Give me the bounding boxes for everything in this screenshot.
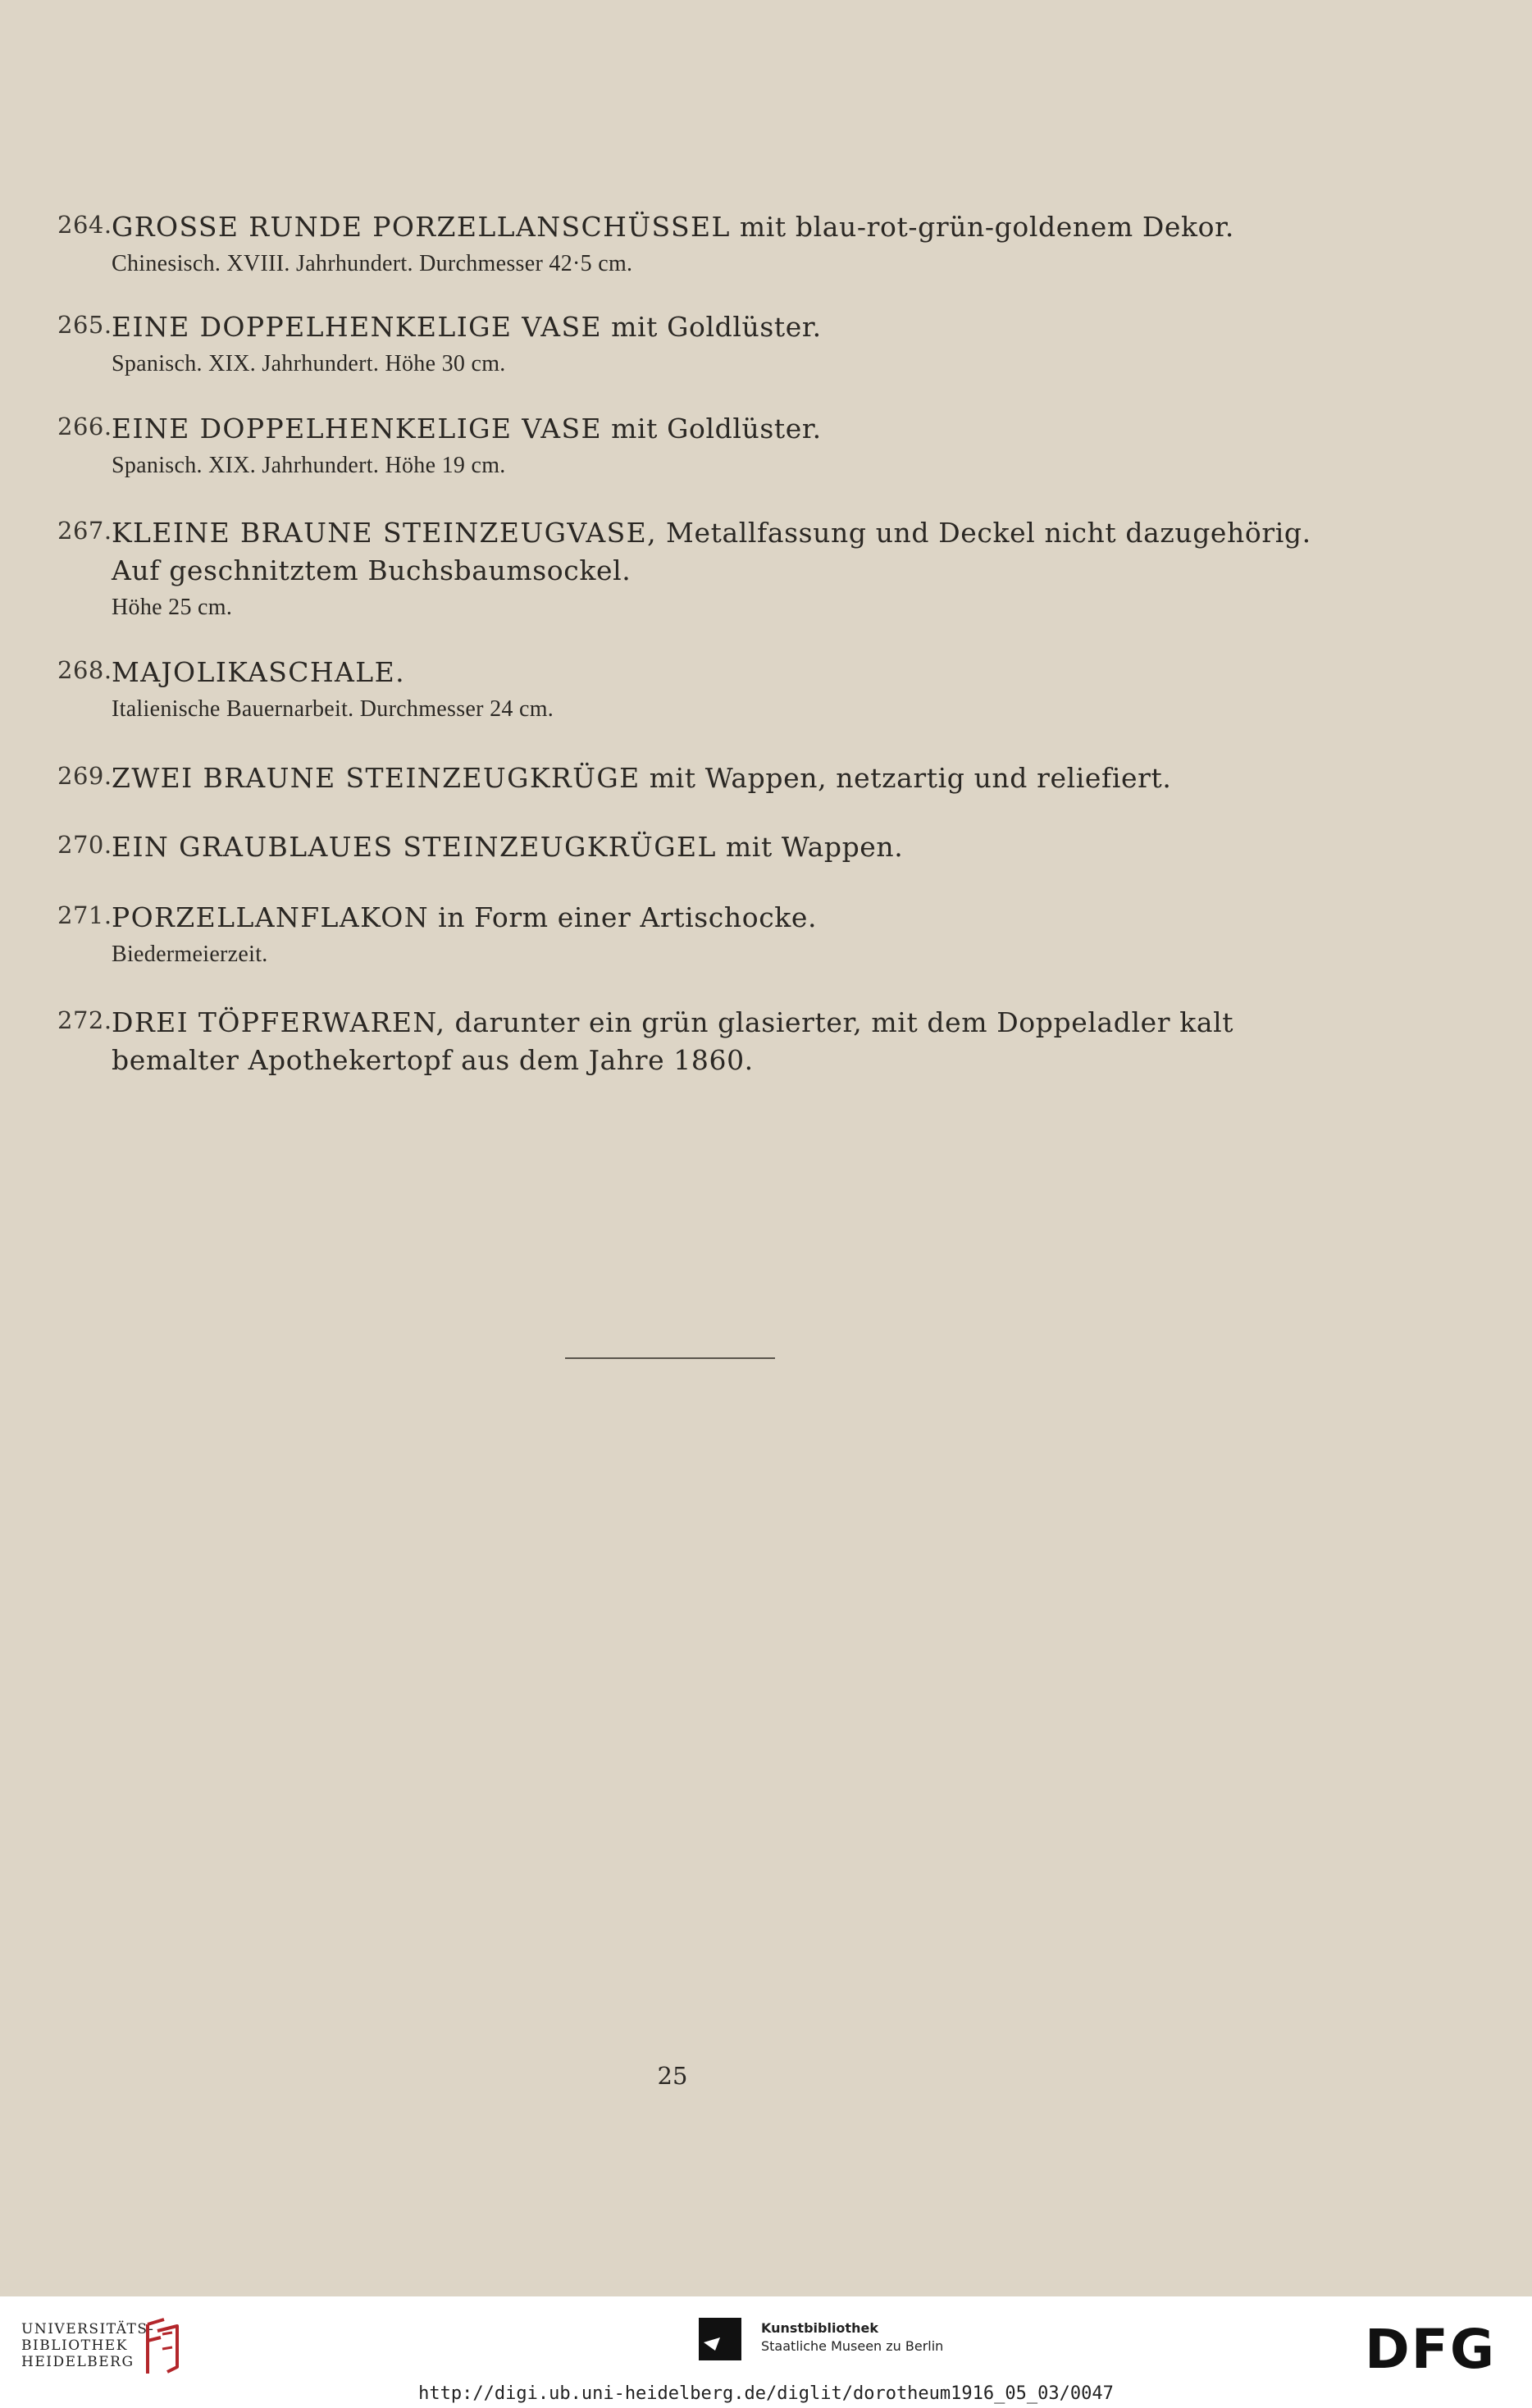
entry-description: Höhe 25 cm. xyxy=(112,595,233,620)
entry-description: Biedermeierzeit. xyxy=(112,942,268,967)
footer-bar xyxy=(0,2296,1532,2408)
entry-title-caps: ZWEI BRAUNE STEINZEUGKRÜGE xyxy=(112,762,641,794)
entry-title-caps: GROSSE RUNDE PORZELLANSCHÜSSEL xyxy=(112,211,731,243)
kunstbibliothek-subtitle: Staatliche Museen zu Berlin xyxy=(761,2338,944,2354)
entry-title-caps: PORZELLANFLAKON xyxy=(112,901,429,933)
kunstbibliothek-title: Kunstbibliothek xyxy=(761,2320,878,2336)
entry-title xyxy=(112,759,1320,797)
entry-title xyxy=(112,514,1320,590)
kunstbibliothek-logo-icon xyxy=(699,2318,741,2360)
entry-title-caps: EINE DOPPELHENKELIGE VASE xyxy=(112,311,602,343)
entry-description: Spanisch. XIX. Jahrhundert. Höhe 19 cm. xyxy=(112,453,506,478)
entry-title-rest: Metallfassung und Deckel nicht dazugehörig. Auf geschnitztem Buchsbaumsockel. xyxy=(112,517,1311,586)
entry-title-caps: EIN GRAUBLAUES STEINZEUGKRÜGEL xyxy=(112,831,717,863)
entry-number: 266. xyxy=(57,413,112,440)
entry-title xyxy=(112,208,1320,246)
page-number: 25 xyxy=(657,2062,688,2090)
entry-number: 270. xyxy=(57,831,112,859)
entry-description: Italienische Bauernarbeit. Durchmesser 24 cm. xyxy=(112,696,554,722)
heidelberg-emblem-icon xyxy=(139,2316,187,2377)
catalog-entry-270 xyxy=(57,828,1320,866)
entry-title-caps: KLEINE BRAUNE STEINZEUGVASE, xyxy=(112,517,657,549)
catalog-entry-271 xyxy=(57,899,1320,969)
catalog-entry-265 xyxy=(57,308,1320,379)
permalink-url[interactable]: http://digi.ub.uni-heidelberg.de/diglit/dorotheum1916_05_03/0047 xyxy=(418,2383,1114,2404)
university-logo-line: BIBLIOTHEK xyxy=(21,2337,128,2354)
entry-title-rest: darunter ein grün glasierter, mit dem Doppeladler kalt bemalter Apothekertopf aus dem Jahre 1860. xyxy=(112,1006,1234,1076)
entry-number: 271. xyxy=(57,901,112,929)
entry-title-rest: mit Goldlüster. xyxy=(602,413,822,445)
entry-number: 264. xyxy=(57,211,112,239)
entry-title-caps: EINE DOPPELHENKELIGE VASE xyxy=(112,413,602,445)
entry-number: 272. xyxy=(57,1006,112,1034)
entry-title-rest: mit Wappen. xyxy=(716,831,904,863)
entry-title-caps: MAJOLIKASCHALE. xyxy=(112,656,405,688)
entry-description: Spanisch. XIX. Jahrhundert. Höhe 30 cm. xyxy=(112,351,506,376)
catalog-entry-268 xyxy=(57,654,1320,724)
entry-title-rest: mit blau-rot-grün-goldenem Dekor. xyxy=(730,211,1234,243)
entry-title xyxy=(112,828,1320,866)
university-logo-line: UNIVERSITÄTS- xyxy=(21,2321,155,2337)
section-divider xyxy=(565,1357,775,1359)
entry-title xyxy=(112,899,1320,937)
entry-number: 265. xyxy=(57,311,112,339)
catalog-entry-267 xyxy=(57,514,1320,623)
catalog-entry-269 xyxy=(57,759,1320,797)
catalog-entry-264 xyxy=(57,208,1320,279)
university-library-logo[interactable] xyxy=(21,2321,154,2370)
entry-title-rest: in Form einer Artischocke. xyxy=(429,901,818,933)
entry-description: Chinesisch. XVIII. Jahrhundert. Durchmesser 42·5 cm. xyxy=(112,251,633,276)
entry-title-rest: mit Wappen, netzartig und reliefiert. xyxy=(640,762,1172,794)
dfg-logo[interactable]: DFG xyxy=(1365,2318,1497,2381)
entry-title xyxy=(112,410,1320,448)
catalog-entry-266 xyxy=(57,410,1320,481)
entry-title xyxy=(112,1004,1320,1079)
entry-number: 268. xyxy=(57,656,112,684)
university-logo-line: HEIDELBERG xyxy=(21,2354,135,2370)
entry-title xyxy=(112,308,1320,346)
entry-title-caps: DREI TÖPFERWAREN, xyxy=(112,1006,446,1038)
entry-title xyxy=(112,654,1320,691)
catalog-entry-272 xyxy=(57,1004,1320,1079)
entry-number: 267. xyxy=(57,517,112,545)
kunstbibliothek-logo[interactable] xyxy=(761,2319,943,2356)
entry-number: 269. xyxy=(57,762,112,790)
entry-title-rest: mit Goldlüster. xyxy=(602,311,822,343)
